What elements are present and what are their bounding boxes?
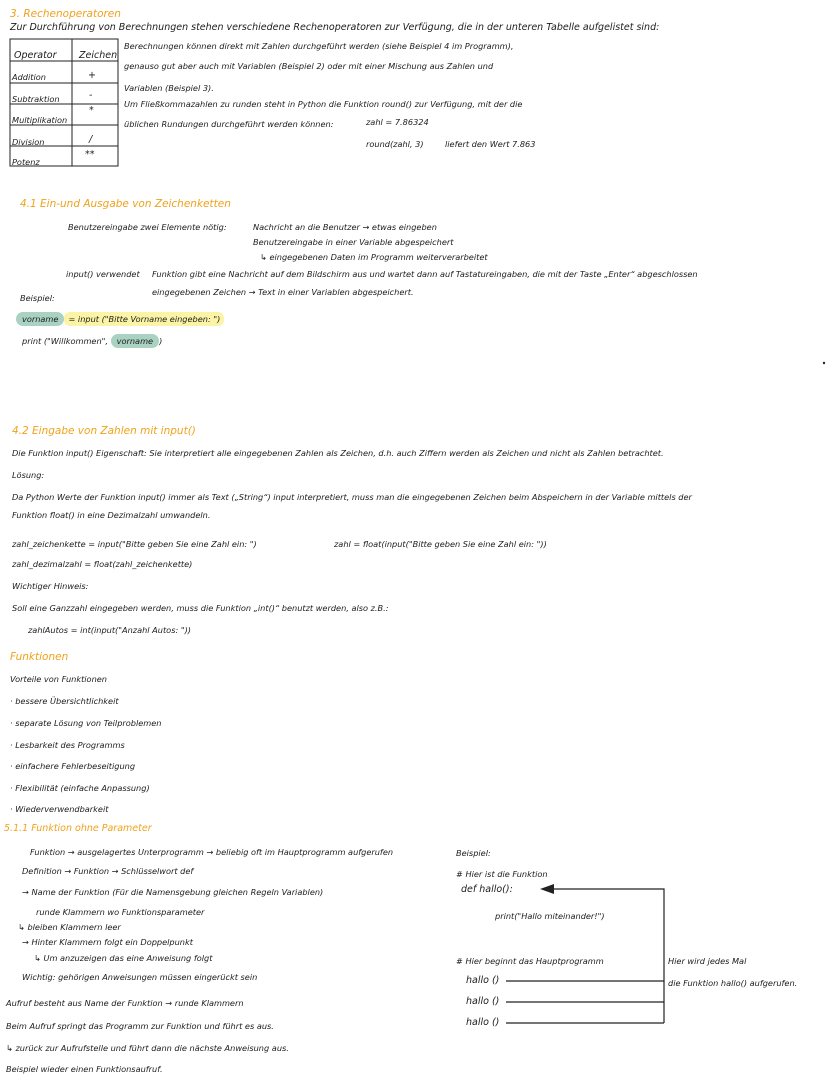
advantage-item: · Lesbarkeit des Programms (10, 740, 125, 750)
table-cell-zeichen: / (89, 134, 93, 145)
call-note: ↳ zurück zur Aufrufstelle und führt dann die nächste Anweisung aus. (6, 1043, 289, 1053)
code-line: zahlAutos = int(input("Anzahl Autos: ")) (28, 625, 191, 635)
print-call: print ("Willkommen", (22, 336, 109, 346)
function-note: → Name der Funktion (Für die Namensgebung gleichen Regeln Variablen) (22, 887, 324, 897)
example-label: Beispiel: (20, 293, 55, 303)
call-annotation: Hier wird jedes Mal (668, 956, 747, 966)
requirement-item: Benutzereingabe in einer Variable abgespeichert (253, 237, 454, 247)
requirement-item: ↳ eingegebenen Daten im Programm weiterverarbeitet (260, 252, 488, 262)
input-code-line (16, 313, 224, 325)
table-cell-operator: Potenz (12, 157, 40, 167)
function-note: ↳ Um anzuzeigen das eine Anweisung folgt (34, 953, 213, 963)
code-def: def hallo(): (461, 884, 513, 895)
round-call-code: round(zahl, 3) (366, 139, 424, 149)
code-line: zahl_dezimalzahl = float(zahl_zeichenkette) (12, 559, 193, 569)
section-4-1-title: 4.1 Ein-und Ausgabe von Zeichenketten (20, 198, 231, 210)
paragraph: Funktion float() in eine Dezimalzahl umwandeln. (12, 510, 211, 520)
paragraph: Da Python Werte der Funktion input() immer als Text („String“) input interpretiert, muss man die eingegebenen Zeichen beim Abspeichern in der Variable mittels der (12, 492, 692, 502)
table-header-operator: Operator (14, 50, 57, 61)
table-cell-zeichen: - (89, 90, 93, 101)
print-code-line (22, 335, 162, 347)
section-5-1-1-title: 5.1.1 Funktion ohne Parameter (4, 823, 152, 834)
code-call: hallo () (466, 1017, 500, 1028)
round-example-code: zahl = 7.86324 (366, 117, 429, 127)
solution-label: Lösung: (12, 470, 45, 480)
section-3-intro: Zur Durchführung von Berechnungen stehen verschiedene Rechenoperatoren zur Verfügung, die in der unteren Tabelle aufgelistet sind: (10, 22, 660, 33)
function-note: Wichtig: gehörigen Anweisungen müssen eingerückt sein (22, 972, 258, 982)
input-description: Funktion gibt eine Nachricht auf dem Bildschirm aus und wartet dann auf Tastatureingaben, die mit der Taste „Enter“ abgeschlossen (152, 269, 698, 279)
advantage-item: · Wiederverwendbarkeit (10, 804, 109, 814)
arrow-head (540, 884, 554, 894)
code-call: hallo () (466, 975, 500, 986)
code-comment: # Hier ist die Funktion (456, 869, 548, 879)
advantage-item: · separate Lösung von Teilproblemen (10, 718, 162, 728)
input-label: input() verwendet (66, 269, 140, 279)
table-cell-operator: Multiplikation (12, 115, 68, 125)
table-cell-operator: Division (12, 137, 45, 147)
functions-title: Funktionen (10, 651, 69, 663)
advantage-item: · bessere Übersichtlichkeit (10, 696, 119, 706)
function-note: → Hinter Klammern folgt ein Doppelpunkt (22, 937, 193, 947)
requirement-item: Nachricht an die Benutzer → etwas eingeben (253, 222, 437, 232)
advantages-label: Vorteile von Funktionen (10, 674, 107, 684)
requirements-label: Benutzereingabe zwei Elemente nötig: (68, 222, 227, 232)
function-note: runde Klammern wo Funktionsparameter (36, 907, 205, 917)
section-3-title: 3. Rechenoperatoren (10, 8, 121, 20)
code-line: zahl_zeichenkette = input("Bitte geben Sie eine Zahl ein: ") (12, 539, 257, 549)
code-line: zahl = float(input("Bitte geben Sie eine Zahl ein: ")) (334, 539, 547, 549)
paragraph: Soll eine Ganzzahl eingegeben werden, muss die Funktion „int()“ benutzt werden, also z.B.: (12, 603, 389, 613)
print-close: ) (159, 336, 163, 346)
table-cell-operator: Addition (12, 72, 46, 82)
note-line: Um Fließkommazahlen zu runden steht in Python die Funktion round() zur Verfügung, mit der die (124, 99, 523, 109)
note-line: Variablen (Beispiel 3). (124, 83, 214, 93)
note-line: genauso gut aber auch mit Variablen (Beispiel 2) oder mit einer Mischung aus Zahlen und (124, 61, 494, 71)
function-note: ↳ bleiben Klammern leer (18, 922, 121, 932)
code-call: hallo () (466, 996, 500, 1007)
variable-highlight: vorname (16, 312, 64, 326)
input-description: eingegebenen Zeichen → Text in einer Variablen abgespeichert. (152, 287, 414, 297)
advantage-item: · einfachere Fehlerbeseitigung (10, 761, 136, 771)
hint-label: Wichtiger Hinweis: (12, 581, 89, 591)
advantage-item: · Flexibilität (einfache Anpassung) (10, 783, 150, 793)
paragraph: Die Funktion input() Eigenschaft: Sie interpretiert alle eingegebenen Zahlen als Zeichen, d.h. auch Ziffern werden als Zeichen und nicht als Zahlen betrachtet. (12, 448, 664, 458)
example-label: Beispiel: (456, 848, 491, 858)
table-cell-zeichen: + (88, 70, 96, 81)
table-header-zeichen: Zeichen (79, 50, 118, 61)
function-note: Definition → Funktion → Schlüsselwort def (22, 866, 194, 876)
function-note: Funktion → ausgelagertes Unterprogramm → beliebig oft im Hauptprogramm aufgerufen (30, 847, 394, 857)
call-note: Beispiel wieder einen Funktionsaufruf. (6, 1064, 163, 1074)
input-call-highlight: = input ("Bitte Vorname eingeben: ") (64, 312, 224, 326)
code-comment: # Hier beginnt das Hauptprogramm (456, 956, 604, 966)
table-cell-operator: Subtraktion (12, 94, 60, 104)
code-print: print("Hallo miteinander!") (495, 911, 605, 921)
note-line: üblichen Rundungen durchgeführt werden können: (124, 119, 334, 129)
section-4-2-title: 4.2 Eingabe von Zahlen mit input() (12, 425, 196, 437)
note-line: Berechnungen können direkt mit Zahlen durchgeführt werden (siehe Beispiel 4 im Programm), (124, 41, 514, 51)
variable-highlight: vorname (111, 334, 159, 348)
table-cell-zeichen: ** (85, 149, 95, 160)
table-cell-zeichen: * (89, 105, 94, 116)
call-note: Beim Aufruf springt das Programm zur Funktion und führt es aus. (6, 1021, 274, 1031)
round-result-note: liefert den Wert 7.863 (445, 139, 536, 149)
call-annotation: die Funktion hallo() aufgerufen. (668, 978, 798, 988)
call-note: Aufruf besteht aus Name der Funktion → runde Klammern (6, 998, 244, 1008)
